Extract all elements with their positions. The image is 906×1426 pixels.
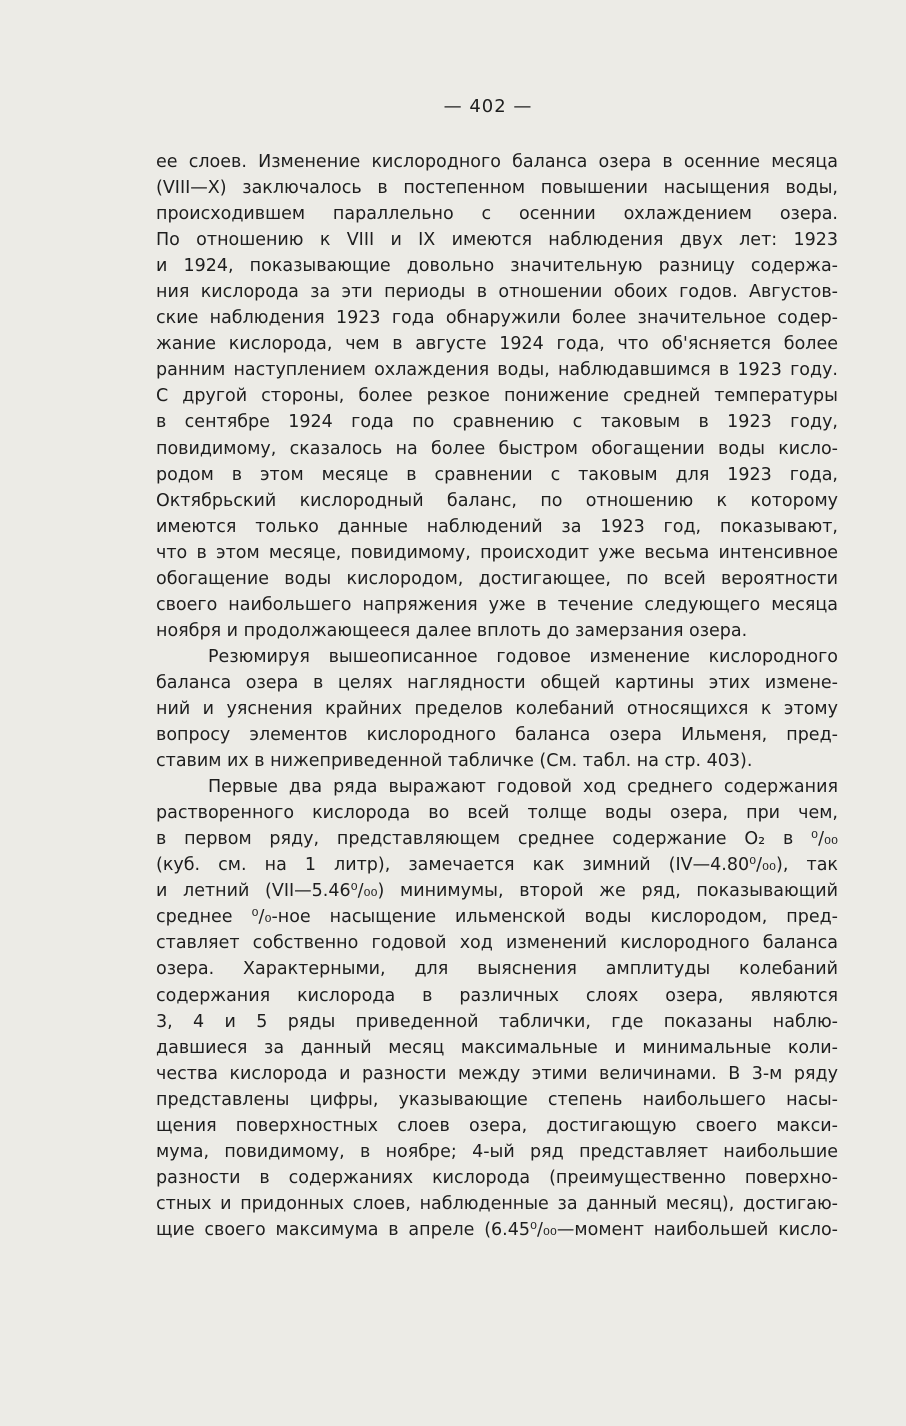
text-line: С другой стороны, более резкое понижение средней температуры bbox=[156, 386, 838, 407]
text-line: давшиеся за данный месяц максимальные и минимальные коли- bbox=[156, 1037, 838, 1058]
text-line: происходившем параллельно с осеннии охлаждением озера. bbox=[156, 204, 838, 225]
paragraph-2 bbox=[156, 644, 838, 774]
text-line: ставим их в нижеприведенной табличке (См. табл. на стр. 403). bbox=[156, 751, 753, 772]
text-line: в первом ряду, представляющем среднее содержание O₂ в ⁰/₀₀ bbox=[156, 829, 838, 850]
text-line: (VIII—X) заключалось в постепенном повышении насыщения воды, bbox=[156, 178, 838, 199]
text-line: ставляет собственно годовой ход изменений кислородного баланса bbox=[156, 933, 838, 954]
text-line: По отношению к VIII и IX имеются наблюдения двух лет: 1923 bbox=[156, 230, 838, 251]
text-line: ранним наступлением охлаждения воды, наблюдавшимся в 1923 году. bbox=[156, 360, 838, 381]
text-line: Резюмируя вышеописанное годовое изменение кислородного bbox=[208, 646, 838, 667]
text-line: и 1924, показывающие довольно значительную разницу содержа- bbox=[156, 256, 838, 277]
text-line: ноября и продолжающееся далее вплоть до замерзания озера. bbox=[156, 620, 748, 641]
page-number: — 402 — bbox=[443, 96, 533, 117]
text-line: мума, повидимому, в ноябре; 4-ый ряд представляет наибольшие bbox=[156, 1141, 838, 1162]
text-line: стных и придонных слоев, наблюденные за данный месяц), достигаю- bbox=[156, 1193, 838, 1214]
text-line: и летний (VII—5.46⁰/₀₀) минимумы, второй же ряд, показывающий bbox=[156, 881, 838, 902]
text-line: ний и уяснения крайних пределов колебаний относящихся к этому bbox=[156, 698, 838, 719]
text-line: жание кислорода, чем в августе 1924 года, что об'ясняется более bbox=[156, 334, 838, 355]
text-line: баланса озера в целях наглядности общей картины этих измене- bbox=[156, 672, 838, 693]
text-line: разности в содержаниях кислорода (преимущественно поверхно- bbox=[156, 1167, 838, 1188]
text-line: озера. Характерными, для выяснения амплитуды колебаний bbox=[156, 959, 838, 980]
text-line: своего наибольшего напряжения уже в течение следующего месяца bbox=[156, 594, 838, 615]
text-line: 3, 4 и 5 ряды приведенной таблички, где показаны наблю- bbox=[156, 1011, 838, 1032]
text-line: представлены цифры, указывающие степень наибольшего насы- bbox=[156, 1089, 838, 1110]
paragraph-1 bbox=[156, 149, 838, 644]
text-line: обогащение воды кислородом, достигающее, по всей вероятности bbox=[156, 568, 838, 589]
text-line: щие своего максимума в апреле (6.45⁰/₀₀—момент наибольшей кисло- bbox=[156, 1219, 838, 1240]
text-line: имеются только данные наблюдений за 1923 год, показывают, bbox=[156, 516, 838, 537]
text-line: щения поверхностных слоев озера, достигающую своего макси- bbox=[156, 1115, 838, 1136]
body-text bbox=[156, 149, 838, 1243]
text-line: повидимому, сказалось на более быстром обогащении воды кисло- bbox=[156, 438, 838, 459]
text-line: Первые два ряда выражают годовой ход среднего содержания bbox=[208, 777, 838, 798]
text-line: (куб. см. на 1 литр), замечается как зимний (IV—4.80⁰/₀₀), так bbox=[156, 855, 838, 876]
text-line: растворенного кислорода во всей толще воды озера, при чем, bbox=[156, 803, 838, 824]
text-line: Октябрьский кислородный баланс, по отношению к которому bbox=[156, 490, 838, 511]
text-line: ее слоев. Изменение кислородного баланса озера в осенние месяца bbox=[156, 152, 838, 172]
text-line: среднее ⁰/₀-ное насыщение ильменской воды кислородом, пред- bbox=[156, 907, 838, 928]
paragraph-3 bbox=[156, 774, 838, 1243]
text-line: вопросу элементов кислородного баланса озера Ильменя, пред- bbox=[156, 725, 838, 746]
text-line: что в этом месяце, повидимому, происходит уже весьма интенсивное bbox=[156, 542, 838, 563]
text-line: ния кислорода за эти периоды в отношении обоих годов. Августов- bbox=[156, 282, 838, 303]
text-line: содержания кислорода в различных слоях озера, являются bbox=[156, 985, 838, 1006]
text-line: в сентябре 1924 года по сравнению с таковым в 1923 году, bbox=[156, 412, 838, 433]
text-line: родом в этом месяце в сравнении с таковым для 1923 года, bbox=[156, 464, 838, 485]
text-line: ские наблюдения 1923 года обнаружили более значительное содер- bbox=[156, 308, 838, 329]
text-line: чества кислорода и разности между этими величинами. В 3-м ряду bbox=[156, 1063, 838, 1084]
